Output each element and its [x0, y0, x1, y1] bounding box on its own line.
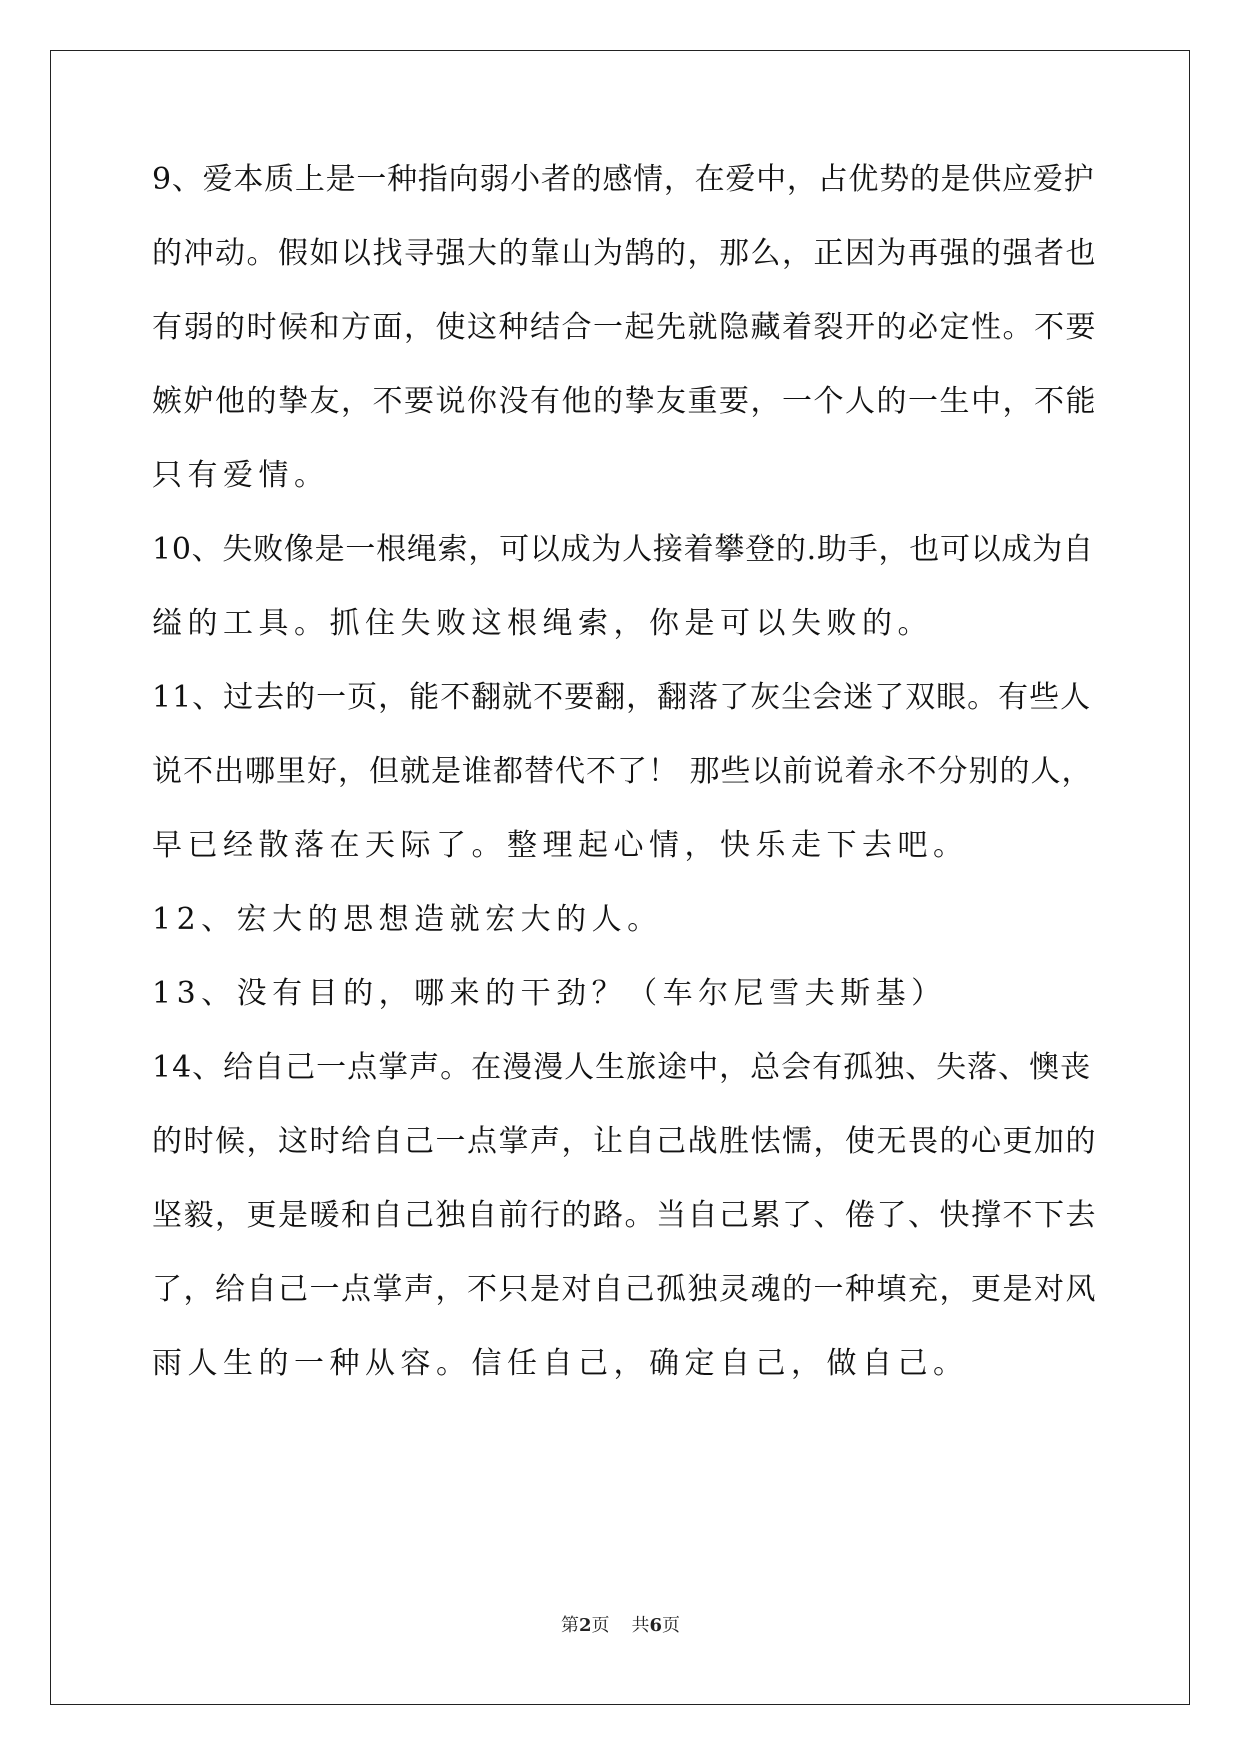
footer-total-pages: 6: [649, 1615, 663, 1636]
footer-page-prefix: 第: [560, 1615, 579, 1636]
paragraph-9-line-5: 只有爱情。: [152, 458, 330, 493]
paragraph-14-line-1: 14、给自己一点掌声。在漫漫人生旅途中，总会有孤独、失落、懊丧: [152, 1050, 1092, 1085]
paragraph-11-line-3: 早已经散落在天际了。整理起心情，快乐走下去吧。: [152, 828, 969, 863]
paragraph-10-line-1: 10、失败像是一根绳索，可以成为人接着攀登的.助手，也可以成为自: [152, 532, 1094, 567]
paragraph-14-line-5: 雨人生的一种从容。信任自己，确定自己，做自己。: [152, 1346, 969, 1381]
page-footer: [0, 1614, 1241, 1638]
paragraph-10-line-2: 缢的工具。抓住失败这根绳索，你是可以失败的。: [152, 606, 933, 641]
paragraph-14-line-4: 了，给自己一点掌声，不只是对自己孤独灵魂的一种填充，更是对风: [152, 1272, 1097, 1307]
paragraph-12-line-1: 12、宏大的思想造就宏大的人。: [152, 902, 663, 937]
paragraph-13-line-1: 13、没有目的，哪来的干劲？（车尔尼雪夫斯基）: [152, 976, 947, 1011]
footer-total-prefix: 共: [631, 1615, 650, 1636]
paragraph-14-line-2: 的时候，这时给自己一点掌声，让自己战胜怯懦，使无畏的心更加的: [152, 1124, 1097, 1159]
footer-total-suffix: 页: [662, 1615, 681, 1636]
footer-page-number: 2: [578, 1615, 592, 1636]
paragraph-14-line-3: 坚毅，更是暖和自己独自前行的路。当自己累了、倦了、快撑不下去: [152, 1198, 1097, 1233]
paragraph-11-line-1: 11、过去的一页，能不翻就不要翻，翻落了灰尘会迷了双眼。有些人: [152, 680, 1092, 715]
paragraph-9-line-4: 嫉妒他的挚友，不要说你没有他的挚友重要，一个人的一生中，不能: [152, 384, 1097, 419]
paragraph-9-line-3: 有弱的时候和方面，使这种结合一起先就隐藏着裂开的必定性。不要: [152, 310, 1097, 345]
footer-page-suffix: 页: [591, 1615, 610, 1636]
page-border: [50, 50, 1190, 1705]
paragraph-9-line-1: 9、爱本质上是一种指向弱小者的感情，在爱中，占优势的是供应爱护: [152, 162, 1095, 197]
paragraph-9-line-2: 的冲动。假如以找寻强大的靠山为鹄的，那么，正因为再强的强者也: [152, 236, 1097, 271]
paragraph-11-line-2: 说不出哪里好，但就是谁都替代不了！ 那些以前说着永不分别的人，: [152, 754, 1093, 789]
